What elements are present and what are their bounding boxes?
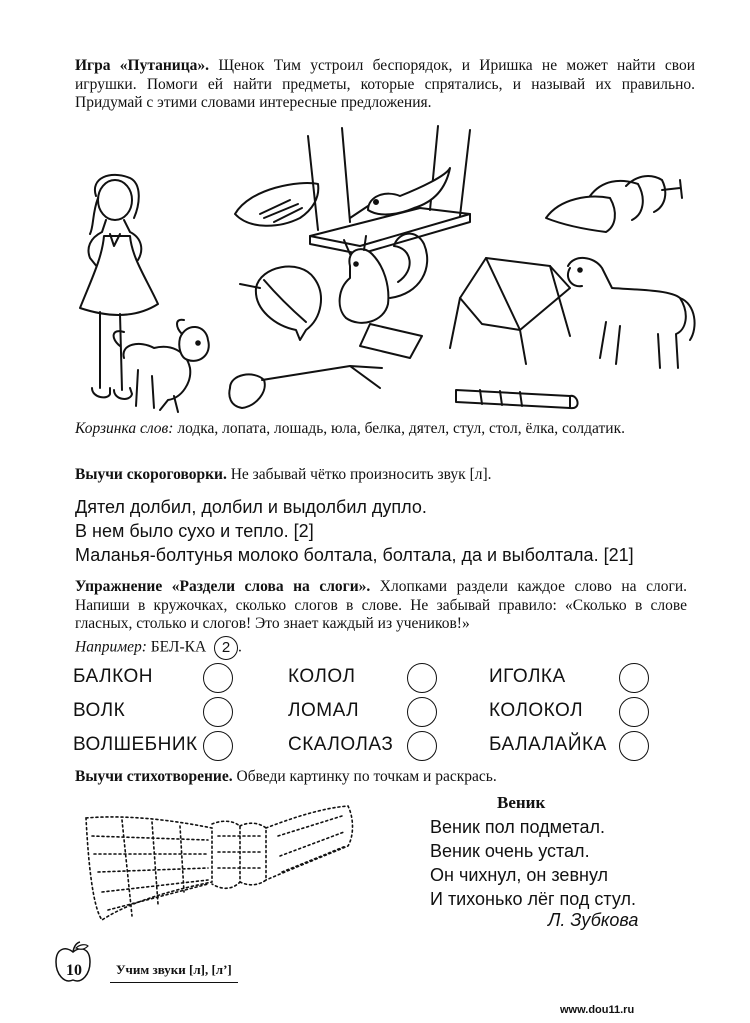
example-word: БЕЛ-КА (146, 638, 211, 656)
syllable-word: ВОЛК (73, 700, 126, 721)
poem-line: Веник очень устал. (430, 841, 590, 861)
syllable-word: ИГОЛКА (489, 666, 566, 687)
syllable-exercise-text (75, 578, 687, 634)
tongue-twisters-label: Выучи скороговорки. (75, 466, 227, 483)
table-figure (308, 126, 470, 254)
soldier-figure (456, 390, 578, 408)
poem-author: Л. Зубкова (548, 910, 639, 930)
poem-line: Он чихнул, он зевнул (430, 865, 609, 885)
exercise-example (75, 636, 242, 660)
tongue-twisters-heading (75, 466, 695, 485)
shovel-figure (229, 324, 422, 408)
syllable-answer-circle[interactable] (203, 663, 233, 693)
example-end: . (238, 638, 242, 656)
exercise-label: Упражнение «Раздели слова на слоги». (75, 578, 371, 595)
syllable-answer-circle[interactable] (203, 697, 233, 727)
footer-underline (110, 982, 238, 983)
poem-title: Веник (497, 793, 546, 812)
syllable-word: КОЛОЛ (288, 666, 356, 687)
syllable-word: СКАЛОЛАЗ (288, 734, 394, 755)
syllable-answer-circle[interactable] (619, 697, 649, 727)
poem-task (75, 768, 695, 787)
chair-figure (450, 258, 570, 364)
spinning-top-figure (240, 267, 321, 340)
poem-task-instruction: Обведи картинку по точкам и раскрась. (232, 768, 497, 785)
site-watermark: www.dou11.ru (560, 1004, 635, 1016)
toys-mess-illustration (50, 118, 700, 418)
intro-text: Щенок Тим устроил беспорядок, и Иришка не может найти свои игрушки. Помоги ей найти предметы, которые спрятались, и называй их правильно. Придумай с этими словами интересные предложения. (75, 57, 695, 111)
syllable-answer-circle[interactable] (619, 731, 649, 761)
syllable-word: ЛОМАЛ (288, 700, 360, 721)
example-label: Например: (75, 638, 147, 656)
syllable-word: КОЛОКОЛ (489, 700, 584, 721)
girl-figure (80, 175, 158, 399)
syllable-word: БАЛКОН (73, 666, 153, 687)
fir-tree-figure (546, 176, 682, 232)
poem-line: И тихонько лёг под стул. (430, 889, 636, 909)
syllable-answer-circle[interactable] (407, 663, 437, 693)
tongue-twister-line: Маланья-болтунья молоко болтала, болтала, да и выболтала. [21] (75, 545, 634, 565)
poem-line: Веник пол подметал. (430, 817, 605, 837)
page-number: 10 (66, 962, 82, 979)
horse-figure (568, 258, 695, 368)
dotted-broom-drawing[interactable] (72, 796, 362, 936)
game-label: Игра «Путаница». (75, 57, 210, 74)
word-basket (75, 420, 690, 439)
basket-label: Корзинка слов: (75, 420, 174, 437)
intro-paragraph (75, 57, 695, 113)
section-title: Учим звуки [л], [л’] (116, 962, 232, 977)
tongue-twisters-instruction: Не забывай чётко произносить звук [л]. (226, 466, 492, 483)
syllable-word: БАЛАЛАЙКА (489, 734, 607, 755)
syllable-answer-circle[interactable] (407, 731, 437, 761)
boat-figure (235, 183, 318, 226)
exercise-instruction: Хлопками раздели каждое слово на слоги. Напиши в кружочках, сколько слогов в слове. Не забывай правило: «Сколько в слове гласных, столько и слогов! Это знает каждый из учеников!» (75, 578, 687, 632)
syllable-word: ВОЛШЕБНИК (73, 734, 198, 755)
syllable-answer-circle[interactable] (407, 697, 437, 727)
tongue-twister-line: Дятел долбил, долбил и выдолбил дупло. (75, 497, 427, 517)
tongue-twister-line: В нем было сухо и тепло. [2] (75, 521, 314, 541)
basket-words: лодка, лопата, лошадь, юла, белка, дятел, стул, стол, ёлка, солдатик. (173, 420, 625, 437)
poem-task-label: Выучи стихотворение. (75, 768, 233, 785)
syllable-answer-circle[interactable] (203, 731, 233, 761)
example-syllable-count: 2 (214, 636, 238, 660)
syllable-answer-circle[interactable] (619, 663, 649, 693)
